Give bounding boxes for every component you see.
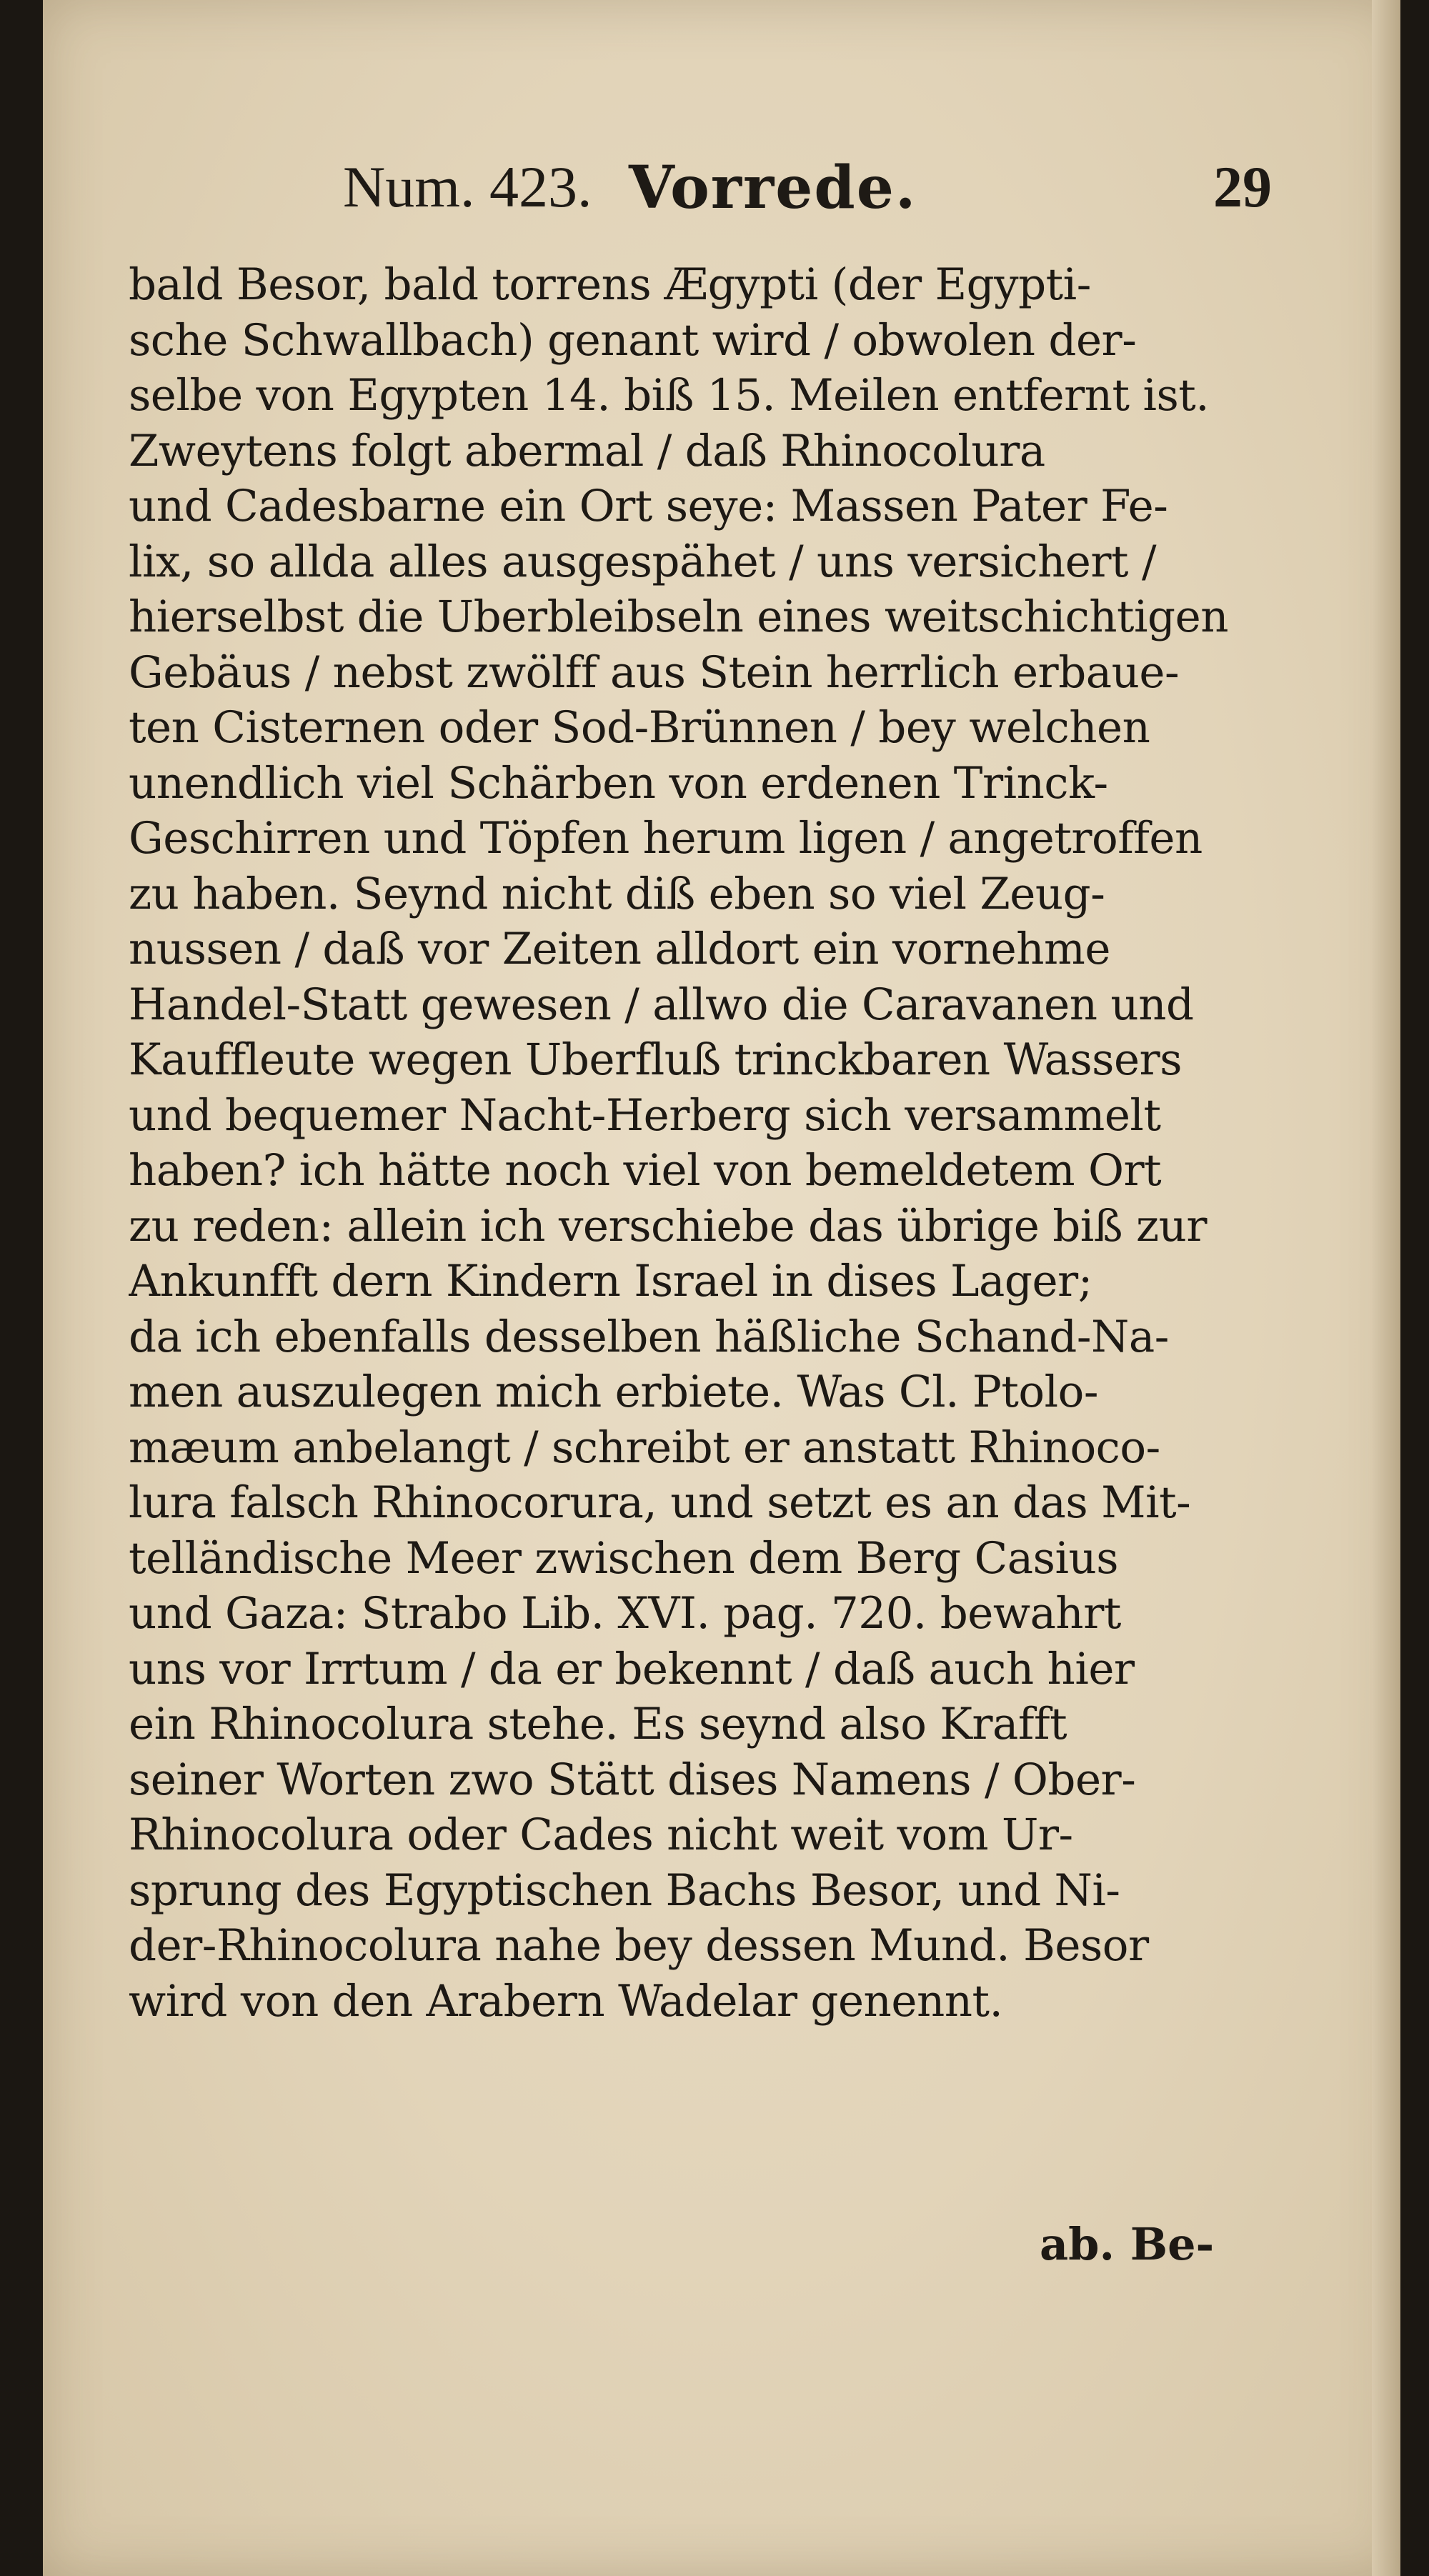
issue-number: Num. 423. <box>343 154 592 219</box>
text-line: Kauffleute wegen Uberfluß trinckbaren Wassers <box>129 1034 1182 1085</box>
text-line: bald Besor, bald torrens Ægypti (der Egypti- <box>129 259 1091 310</box>
text-line: lura falsch Rhinocorura, und setzt es an das Mit- <box>129 1477 1191 1528</box>
text-line: uns vor Irrtum / da er bekennt / daß auch hier <box>129 1643 1135 1694</box>
text-line: unendlich viel Schärben von erdenen Trinck- <box>129 757 1108 809</box>
text-line: mæum anbelangt / schreibt er anstatt Rhinoco- <box>129 1422 1160 1473</box>
text-line: Zweytens folgt abermal / daß Rhinocolura <box>129 425 1045 476</box>
text-line: und bequemer Nacht-Herberg sich versammelt <box>129 1089 1161 1141</box>
text-line: seiner Worten zwo Stätt dises Namens / Ober- <box>129 1754 1136 1805</box>
text-line: men auszulegen mich erbiete. Was Cl. Ptolo- <box>129 1367 1098 1417</box>
body-text <box>129 257 1300 2029</box>
running-title: Vorrede. <box>629 154 917 222</box>
text-line: und Cadesbarne ein Ort seye: Massen Pater Fe- <box>129 481 1168 531</box>
text-line: der-Rhinocolura nahe bey dessen Mund. Besor <box>129 1920 1149 1971</box>
text-line: wird von den Arabern Wadelar genennt. <box>129 1975 1003 2027</box>
text-line: da ich ebenfalls desselben häßliche Schand-Na- <box>129 1311 1169 1362</box>
text-line: lix, so allda alles ausgespähet / uns versichert / <box>129 536 1157 587</box>
text-line: telländische Meer zwischen dem Berg Casius <box>129 1532 1119 1584</box>
book-page <box>43 0 1400 2576</box>
text-line: Geschirren und Töpfen herum ligen / angetroffen <box>129 813 1203 864</box>
text-line: Gebäus / nebst zwölff aus Stein herrlich erbaue- <box>129 647 1180 698</box>
page-edge <box>1372 0 1400 2576</box>
text-line: haben? ich hätte noch viel von bemeldetem Ort <box>129 1145 1162 1196</box>
text-line: ten Cisternen oder Sod-Brünnen / bey welchen <box>129 702 1150 753</box>
text-line: nussen / daß vor Zeiten alldort ein vornehme <box>129 924 1110 974</box>
running-header <box>343 154 1272 239</box>
text-line: zu haben. Seynd nicht diß eben so viel Zeug- <box>129 868 1105 919</box>
catchword: ab. Be- <box>1040 2218 1215 2270</box>
text-line: zu reden: allein ich verschiebe das übrige biß zur <box>129 1200 1208 1252</box>
text-line: und Gaza: Strabo Lib. XVI. pag. 720. bewahrt <box>129 1588 1121 1639</box>
text-line: sprung des Egyptischen Bachs Besor, und Ni- <box>129 1864 1120 1916</box>
text-line: selbe von Egypten 14. biß 15. Meilen entfernt ist. <box>129 370 1210 421</box>
page-number: 29 <box>1213 154 1272 219</box>
text-line: ein Rhinocolura stehe. Es seynd also Krafft <box>129 1699 1067 1749</box>
text-line: sche Schwallbach) genant wird / obwolen der- <box>129 314 1137 366</box>
text-line: hierselbst die Uberbleibseln eines weitschichtigen <box>129 591 1228 642</box>
text-line: Handel-Statt gewesen / allwo die Caravanen und <box>129 979 1194 1030</box>
text-line: Ankunfft dern Kindern Israel in dises Lager; <box>129 1256 1092 1307</box>
text-line: Rhinocolura oder Cades nicht weit vom Ur- <box>129 1809 1073 1860</box>
